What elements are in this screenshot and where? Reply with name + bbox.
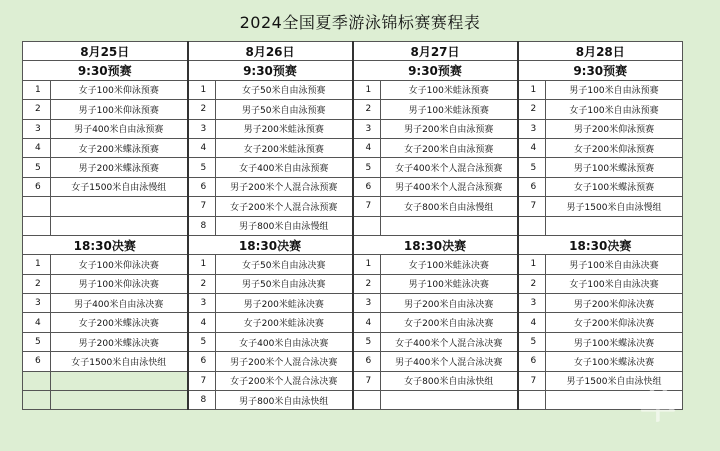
event-name bbox=[51, 197, 188, 216]
event-number: 8 bbox=[188, 216, 216, 235]
date-header-row bbox=[23, 42, 683, 61]
event-name: 男子100米仰泳决赛 bbox=[51, 274, 188, 293]
event-name: 女子200米仰泳预赛 bbox=[546, 138, 683, 157]
event-number bbox=[23, 216, 51, 235]
event-name: 男子1500米自由泳快组 bbox=[546, 371, 683, 390]
event-name: 女子200米蛙泳决赛 bbox=[216, 313, 353, 332]
event-name: 女子100米自由泳预赛 bbox=[546, 100, 683, 119]
session-label: 9:30预赛 bbox=[188, 61, 353, 80]
session-label: 9:30预赛 bbox=[23, 61, 188, 80]
event-number: 5 bbox=[353, 332, 381, 351]
table-row bbox=[23, 313, 683, 332]
event-name: 女子100米蝶泳预赛 bbox=[546, 177, 683, 196]
table-row bbox=[23, 371, 683, 390]
event-number: 3 bbox=[188, 119, 216, 138]
event-number: 8 bbox=[188, 391, 216, 410]
event-number: 5 bbox=[23, 158, 51, 177]
event-number: 4 bbox=[23, 313, 51, 332]
table-row bbox=[23, 294, 683, 313]
event-number: 6 bbox=[353, 177, 381, 196]
event-name: 女子200米个人混合泳决赛 bbox=[216, 371, 353, 390]
event-name: 男子100米蝶泳预赛 bbox=[546, 158, 683, 177]
session-label: 9:30预赛 bbox=[518, 61, 683, 80]
event-name: 男子200米蛙泳决赛 bbox=[216, 294, 353, 313]
event-name bbox=[51, 216, 188, 235]
event-name: 男子100米蝶泳决赛 bbox=[546, 332, 683, 351]
event-name: 男子200米仰泳决赛 bbox=[546, 294, 683, 313]
event-name: 女子200米蛙泳预赛 bbox=[216, 138, 353, 157]
event-number: 1 bbox=[518, 80, 546, 99]
event-number: 2 bbox=[23, 100, 51, 119]
event-number bbox=[353, 391, 381, 410]
event-name: 男子800米自由泳快组 bbox=[216, 391, 353, 410]
event-number: 5 bbox=[518, 332, 546, 351]
event-number: 6 bbox=[518, 177, 546, 196]
event-name: 男子200米自由泳预赛 bbox=[381, 119, 518, 138]
event-number: 3 bbox=[23, 294, 51, 313]
event-name: 女子400米个人混合泳决赛 bbox=[381, 332, 518, 351]
event-number: 3 bbox=[353, 119, 381, 138]
day-header: 8月26日 bbox=[188, 42, 353, 61]
event-name: 女子100米蝶泳决赛 bbox=[546, 352, 683, 371]
event-number: 7 bbox=[518, 371, 546, 390]
event-name: 女子200米个人混合泳预赛 bbox=[216, 197, 353, 216]
event-name: 女子800米自由泳快组 bbox=[381, 371, 518, 390]
event-name: 女子200米蝶泳预赛 bbox=[51, 138, 188, 157]
event-name: 男子100米蛙泳预赛 bbox=[381, 100, 518, 119]
event-name: 男子200米蝶泳决赛 bbox=[51, 332, 188, 351]
event-number: 7 bbox=[188, 371, 216, 390]
table-row bbox=[23, 80, 683, 99]
event-name: 男子200米自由泳决赛 bbox=[381, 294, 518, 313]
event-name: 男子800米自由泳慢组 bbox=[216, 216, 353, 235]
event-name: 男子1500米自由泳慢组 bbox=[546, 197, 683, 216]
event-name: 女子50米自由泳预赛 bbox=[216, 80, 353, 99]
event-number: 4 bbox=[23, 138, 51, 157]
event-name: 男子50米自由泳预赛 bbox=[216, 100, 353, 119]
event-number: 2 bbox=[23, 274, 51, 293]
event-name: 男子50米自由泳决赛 bbox=[216, 274, 353, 293]
event-number: 2 bbox=[188, 100, 216, 119]
event-number bbox=[23, 371, 51, 390]
event-number: 6 bbox=[518, 352, 546, 371]
event-name: 女子1500米自由泳快组 bbox=[51, 352, 188, 371]
event-number: 7 bbox=[188, 197, 216, 216]
event-name: 女子100米蛙泳决赛 bbox=[381, 255, 518, 274]
event-name bbox=[51, 391, 188, 410]
event-name: 男子200米蝶泳预赛 bbox=[51, 158, 188, 177]
event-number: 6 bbox=[23, 177, 51, 196]
event-name: 男子400米个人混合泳预赛 bbox=[381, 177, 518, 196]
event-name bbox=[51, 371, 188, 390]
event-name: 女子200米仰泳决赛 bbox=[546, 313, 683, 332]
event-number: 2 bbox=[518, 274, 546, 293]
event-number: 6 bbox=[23, 352, 51, 371]
event-name bbox=[546, 216, 683, 235]
event-name: 男子100米仰泳预赛 bbox=[51, 100, 188, 119]
day-header: 8月27日 bbox=[353, 42, 518, 61]
event-number: 1 bbox=[23, 255, 51, 274]
event-name: 男子400米自由泳预赛 bbox=[51, 119, 188, 138]
event-number: 5 bbox=[518, 158, 546, 177]
event-number: 6 bbox=[353, 352, 381, 371]
session-label: 18:30决赛 bbox=[518, 235, 683, 254]
table-row bbox=[23, 138, 683, 157]
table-row bbox=[23, 197, 683, 216]
event-number: 7 bbox=[353, 197, 381, 216]
event-number bbox=[353, 216, 381, 235]
event-name: 女子800米自由泳慢组 bbox=[381, 197, 518, 216]
event-name: 女子200米自由泳预赛 bbox=[381, 138, 518, 157]
event-number: 4 bbox=[353, 313, 381, 332]
event-name bbox=[546, 391, 683, 410]
event-name: 女子200米蝶泳决赛 bbox=[51, 313, 188, 332]
event-number: 3 bbox=[353, 294, 381, 313]
event-name: 男子200米个人混合泳预赛 bbox=[216, 177, 353, 196]
final_session-row bbox=[23, 235, 683, 254]
event-number: 2 bbox=[353, 274, 381, 293]
event-number: 2 bbox=[188, 274, 216, 293]
event-name: 女子100米仰泳决赛 bbox=[51, 255, 188, 274]
event-number: 5 bbox=[23, 332, 51, 351]
session-label: 18:30决赛 bbox=[353, 235, 518, 254]
event-name: 男子200米个人混合泳决赛 bbox=[216, 352, 353, 371]
event-name: 女子200米自由泳决赛 bbox=[381, 313, 518, 332]
event-name: 女子400米个人混合泳预赛 bbox=[381, 158, 518, 177]
event-number: 7 bbox=[353, 371, 381, 390]
event-number bbox=[518, 391, 546, 410]
event-number: 5 bbox=[353, 158, 381, 177]
event-name: 男子200米仰泳预赛 bbox=[546, 119, 683, 138]
day-header: 8月28日 bbox=[518, 42, 683, 61]
schedule-table bbox=[22, 41, 683, 410]
event-name bbox=[381, 216, 518, 235]
event-number: 7 bbox=[518, 197, 546, 216]
event-number: 4 bbox=[188, 138, 216, 157]
event-number: 4 bbox=[518, 313, 546, 332]
event-number: 5 bbox=[188, 158, 216, 177]
table-row bbox=[23, 332, 683, 351]
event-name: 女子400米自由泳决赛 bbox=[216, 332, 353, 351]
prelim_session-row bbox=[23, 61, 683, 80]
event-number: 1 bbox=[188, 255, 216, 274]
event-number: 1 bbox=[353, 255, 381, 274]
event-number: 6 bbox=[188, 177, 216, 196]
event-number: 4 bbox=[188, 313, 216, 332]
table-row bbox=[23, 274, 683, 293]
table-row bbox=[23, 352, 683, 371]
page-title: 2024全国夏季游泳锦标赛赛程表 bbox=[239, 13, 481, 32]
event-number: 1 bbox=[23, 80, 51, 99]
event-number: 3 bbox=[188, 294, 216, 313]
event-number bbox=[518, 216, 546, 235]
event-name: 女子1500米自由泳慢组 bbox=[51, 177, 188, 196]
event-number: 2 bbox=[518, 100, 546, 119]
event-number: 3 bbox=[518, 294, 546, 313]
event-number bbox=[23, 391, 51, 410]
watermark-logo: 羊 bbox=[640, 386, 677, 427]
event-number: 1 bbox=[188, 80, 216, 99]
event-name: 男子100米自由泳决赛 bbox=[546, 255, 683, 274]
event-name: 女子400米自由泳预赛 bbox=[216, 158, 353, 177]
event-name: 女子100米自由泳决赛 bbox=[546, 274, 683, 293]
event-number: 3 bbox=[23, 119, 51, 138]
event-number: 4 bbox=[353, 138, 381, 157]
event-number: 3 bbox=[518, 119, 546, 138]
event-number: 4 bbox=[518, 138, 546, 157]
event-name: 男子100米自由泳预赛 bbox=[546, 80, 683, 99]
event-number bbox=[23, 197, 51, 216]
session-label: 18:30决赛 bbox=[23, 235, 188, 254]
table-row bbox=[23, 119, 683, 138]
session-label: 9:30预赛 bbox=[353, 61, 518, 80]
event-number: 1 bbox=[353, 80, 381, 99]
event-name: 男子400米自由泳决赛 bbox=[51, 294, 188, 313]
table-row bbox=[23, 255, 683, 274]
event-number: 2 bbox=[353, 100, 381, 119]
event-name: 女子50米自由泳决赛 bbox=[216, 255, 353, 274]
table-row bbox=[23, 216, 683, 235]
event-name: 女子100米蛙泳预赛 bbox=[381, 80, 518, 99]
session-label: 18:30决赛 bbox=[188, 235, 353, 254]
table-row bbox=[23, 158, 683, 177]
event-name: 女子100米仰泳预赛 bbox=[51, 80, 188, 99]
table-row bbox=[23, 100, 683, 119]
table-row bbox=[23, 177, 683, 196]
table-row bbox=[23, 391, 683, 410]
event-name bbox=[381, 391, 518, 410]
event-name: 男子400米个人混合泳决赛 bbox=[381, 352, 518, 371]
event-number: 6 bbox=[188, 352, 216, 371]
event-name: 男子100米蛙泳决赛 bbox=[381, 274, 518, 293]
event-name: 男子200米蛙泳预赛 bbox=[216, 119, 353, 138]
event-number: 1 bbox=[518, 255, 546, 274]
event-number: 5 bbox=[188, 332, 216, 351]
day-header: 8月25日 bbox=[23, 42, 188, 61]
